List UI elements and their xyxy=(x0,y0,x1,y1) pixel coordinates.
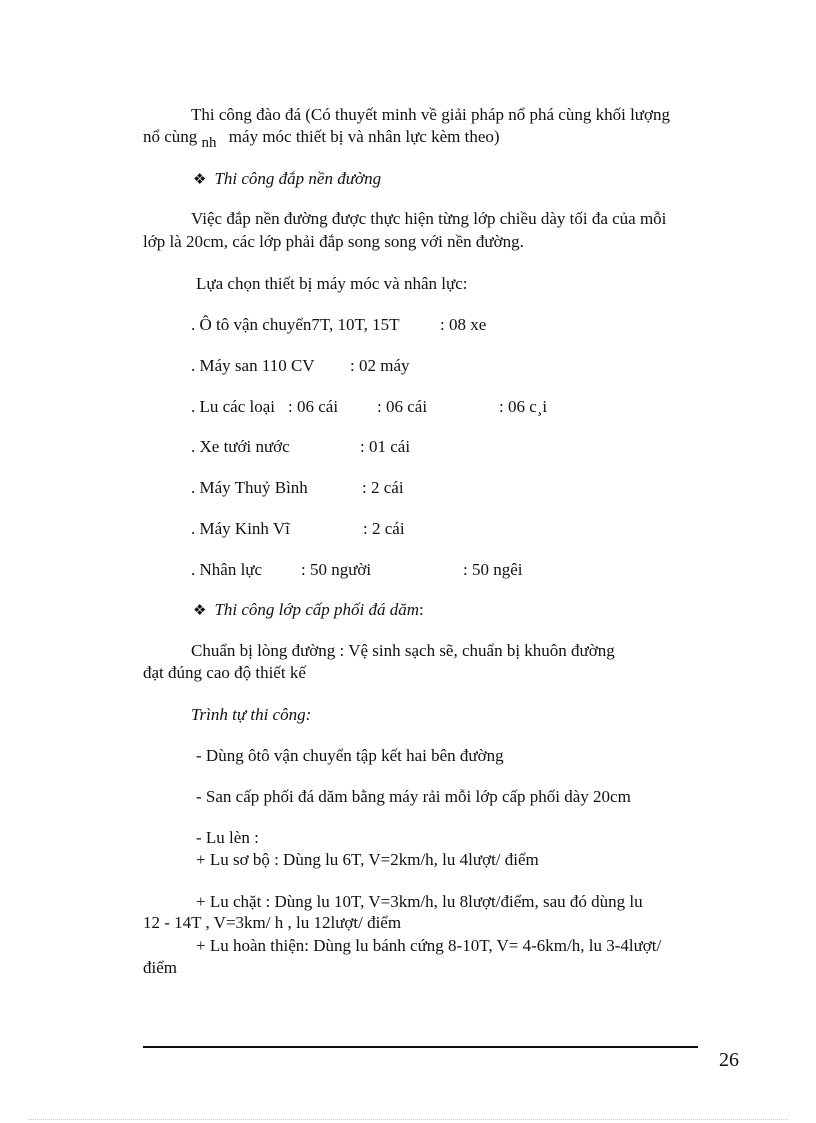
equipment-row xyxy=(191,436,411,458)
heading2-colon: : xyxy=(419,600,424,619)
equipment-name: . Lu các loại xyxy=(191,397,276,416)
equipment-value: : 2 cái xyxy=(362,478,404,497)
equipment-value-garbled: : 06 c¸i xyxy=(499,397,548,416)
lu-hoan-thien-line2: điểm xyxy=(143,958,177,977)
equipment-value: : 02 máy xyxy=(350,356,410,375)
lu-chat-line2: 12 - 14T , V=3km/ h , lu 12lượt/ điểm xyxy=(143,913,402,932)
heading2-text: Thi công lớp cấp phối đá dăm xyxy=(214,600,420,619)
page-edge-divider xyxy=(28,1119,788,1120)
para1-line2-subscript: nh xyxy=(201,135,217,151)
lu-so-bo: + Lu sơ bộ : Dùng lu 6T, V=2km/h, lu 4lượt/ điểm xyxy=(196,850,539,869)
equipment-value-duplicate: : 06 cái xyxy=(377,397,428,416)
footer-rule xyxy=(143,1046,698,1048)
heading1-text: Thi công đắp nền đường xyxy=(214,169,382,188)
equipment-row xyxy=(191,559,523,581)
equipment-name: . Máy Thuỷ Bình xyxy=(191,478,308,497)
equipment-value: : 50 người xyxy=(301,560,372,579)
step-item: - Lu lèn : xyxy=(196,828,259,847)
sequence-title: Trình tự thi công: xyxy=(191,705,312,724)
page-number: 26 xyxy=(719,1049,739,1071)
para1-line2-end: máy móc thiết bị và nhân lực kèm theo) xyxy=(228,127,500,146)
equipment-row xyxy=(191,518,405,540)
heading-thi-cong-dap-nen xyxy=(193,168,381,190)
para2-line1: Việc đắp nền đường được thực hiện từng lớp chiều dày tối đa của mỗi xyxy=(191,209,667,228)
diamond-bullet-icon: ❖ xyxy=(193,170,207,188)
equipment-row xyxy=(191,355,410,377)
equipment-value: : 06 cái xyxy=(288,397,339,416)
equipment-name: . Nhân lực xyxy=(191,560,263,579)
para1-line2 xyxy=(143,126,500,149)
equipment-row xyxy=(191,477,404,499)
para1-line2-start: nổ cùng xyxy=(143,127,198,146)
equipment-row xyxy=(191,396,548,418)
para1-line1: Thi công đào đá (Có thuyết minh về giải pháp nổ phá cùng khối lượng xyxy=(191,105,671,124)
equipment-name: . Máy san 110 CV xyxy=(191,356,315,375)
lu-hoan-thien-line1: + Lu hoàn thiện: Dùng lu bánh cứng 8-10T, V= 4-6km/h, lu 3-4lượt/ xyxy=(196,936,662,955)
lu-chat-line1: + Lu chặt : Dùng lu 10T, V=3km/h, lu 8lượt/điểm, sau đó dùng lu xyxy=(196,892,643,911)
step-item: - San cấp phối đá dăm bằng máy rải mỗi lớp cấp phối dày 20cm xyxy=(196,787,631,806)
heading-thi-cong-cap-phoi xyxy=(193,599,424,621)
equipment-name: . Ô tô vận chuyển7T, 10T, 15T xyxy=(191,315,400,334)
equipment-value-garbled: : 50 ngêi xyxy=(463,560,523,579)
equipment-intro: Lựa chọn thiết bị máy móc và nhân lực: xyxy=(196,274,468,293)
equipment-row xyxy=(191,314,487,336)
equipment-name: . Xe tưới nước xyxy=(191,437,290,456)
equipment-value: : 01 cái xyxy=(360,437,411,456)
para3-line2: đạt đúng cao độ thiết kế xyxy=(143,663,306,682)
equipment-value: : 2 cái xyxy=(363,519,405,538)
equipment-value: : 08 xe xyxy=(440,315,487,334)
para3-line1: Chuẩn bị lòng đường : Vệ sinh sạch sẽ, chuẩn bị khuôn đường xyxy=(191,641,615,660)
para2-line2: lớp là 20cm, các lớp phải đắp song song với nền đường. xyxy=(143,232,524,251)
step-item: - Dùng ôtô vận chuyển tập kết hai bên đường xyxy=(196,746,504,765)
equipment-name: . Máy Kinh Vĩ xyxy=(191,519,290,538)
diamond-bullet-icon: ❖ xyxy=(193,601,207,619)
